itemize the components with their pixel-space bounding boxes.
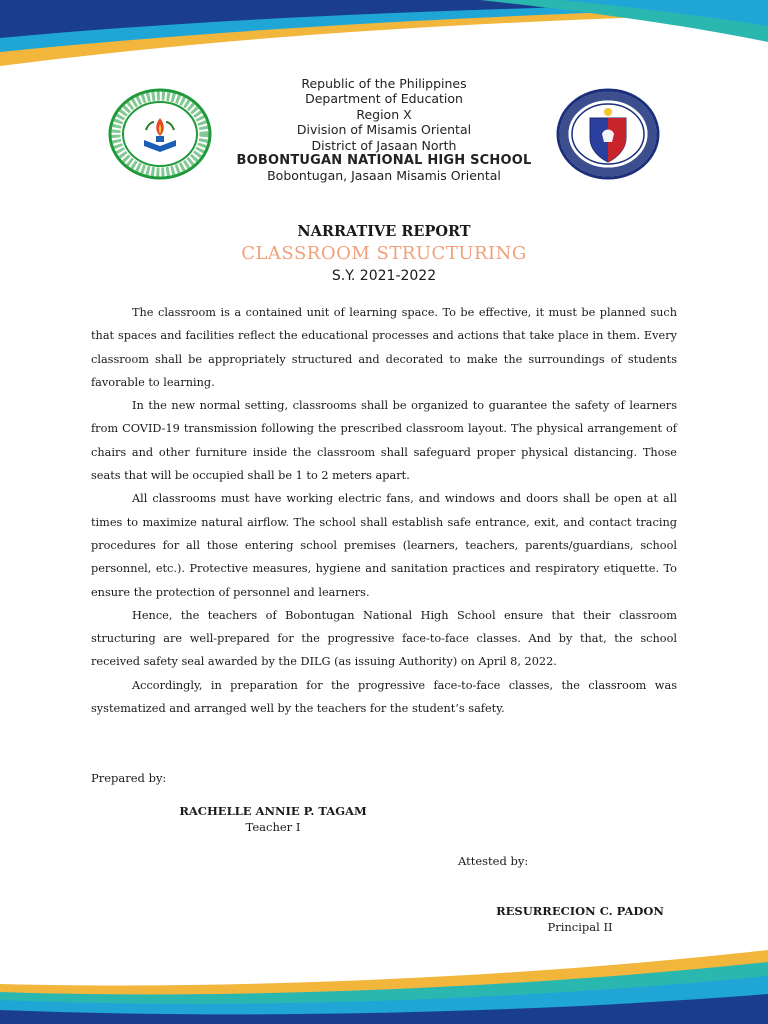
school-year: S.Y. 2021-2022 xyxy=(331,268,437,284)
attested-by-label: Attested by: xyxy=(458,854,529,868)
paragraph-5: Accordingly, in preparation for the progressive face-to-face classes, the classroom was systematized and arranged well by the teachers for the student’s safety. xyxy=(91,678,677,716)
top-decorative-band xyxy=(0,0,768,80)
attester-position: Principal II xyxy=(547,920,613,934)
bottom-decorative-band xyxy=(0,948,768,1024)
prepared-by-label: Prepared by: xyxy=(91,771,167,785)
letterhead-school-name: BOBONTUGAN NATIONAL HIGH SCHOOL xyxy=(236,153,532,169)
letterhead-region: Region X xyxy=(356,106,412,122)
attester-name: RESURRECION C. PADON xyxy=(496,904,664,918)
paragraph-2: In the new normal setting, classrooms shall be organized to guarantee the safety of learners from COVID-19 transmission following the prescribed classroom layout. The physical arrangement of chairs and other furniture inside the classroom shall safeguard proper physical distancing. Those seats that will be occupied shall be 1 to 2 meters apart. xyxy=(91,399,677,483)
preparer-position: Teacher I xyxy=(245,820,301,834)
report-body xyxy=(91,301,677,720)
letterhead-district: District of Jasaan North xyxy=(311,137,457,153)
paragraph-3: All classrooms must have working electric fans, and windows and doors shall be open at all times to maximize natural airflow. The school shall establish safe entrance, exit, and contact tracing procedures for all those entering school premises (learners, teachers, parents/guardians, school personnel, etc.). Protective measures, hygiene and sanitation practices and respiratory etiquette. To ensure the protection of personnel and learners. xyxy=(91,492,677,599)
letterhead-department: Department of Education xyxy=(305,91,463,107)
preparer-name: RACHELLE ANNIE P. TAGAM xyxy=(179,804,367,818)
letterhead-address: Bobontugan, Jasaan Misamis Oriental xyxy=(267,168,501,184)
report-heading: NARRATIVE REPORT xyxy=(297,223,471,240)
letterhead-country: Republic of the Philippines xyxy=(301,76,467,91)
letterhead xyxy=(184,76,584,184)
paragraph-1: The classroom is a contained unit of learning space. To be effective, it must be planned such that spaces and facilities reflect the educational processes and actions that take place in them. Every classroom shall be appropriately structured and decorated to make the surroundings of students favorable to learning. xyxy=(91,306,677,389)
report-title-block xyxy=(84,222,684,286)
letterhead-division: Division of Misamis Oriental xyxy=(296,122,472,138)
report-subheading: CLASSROOM STRUCTURING xyxy=(241,243,527,264)
paragraph-4: Hence, the teachers of Bobontugan National High School ensure that their classroom structuring are well-prepared for the progressive face-to-face classes. And by that, the school received safety seal awarded by the DILG (as issuing Authority) on April 8, 2022. xyxy=(91,608,677,669)
